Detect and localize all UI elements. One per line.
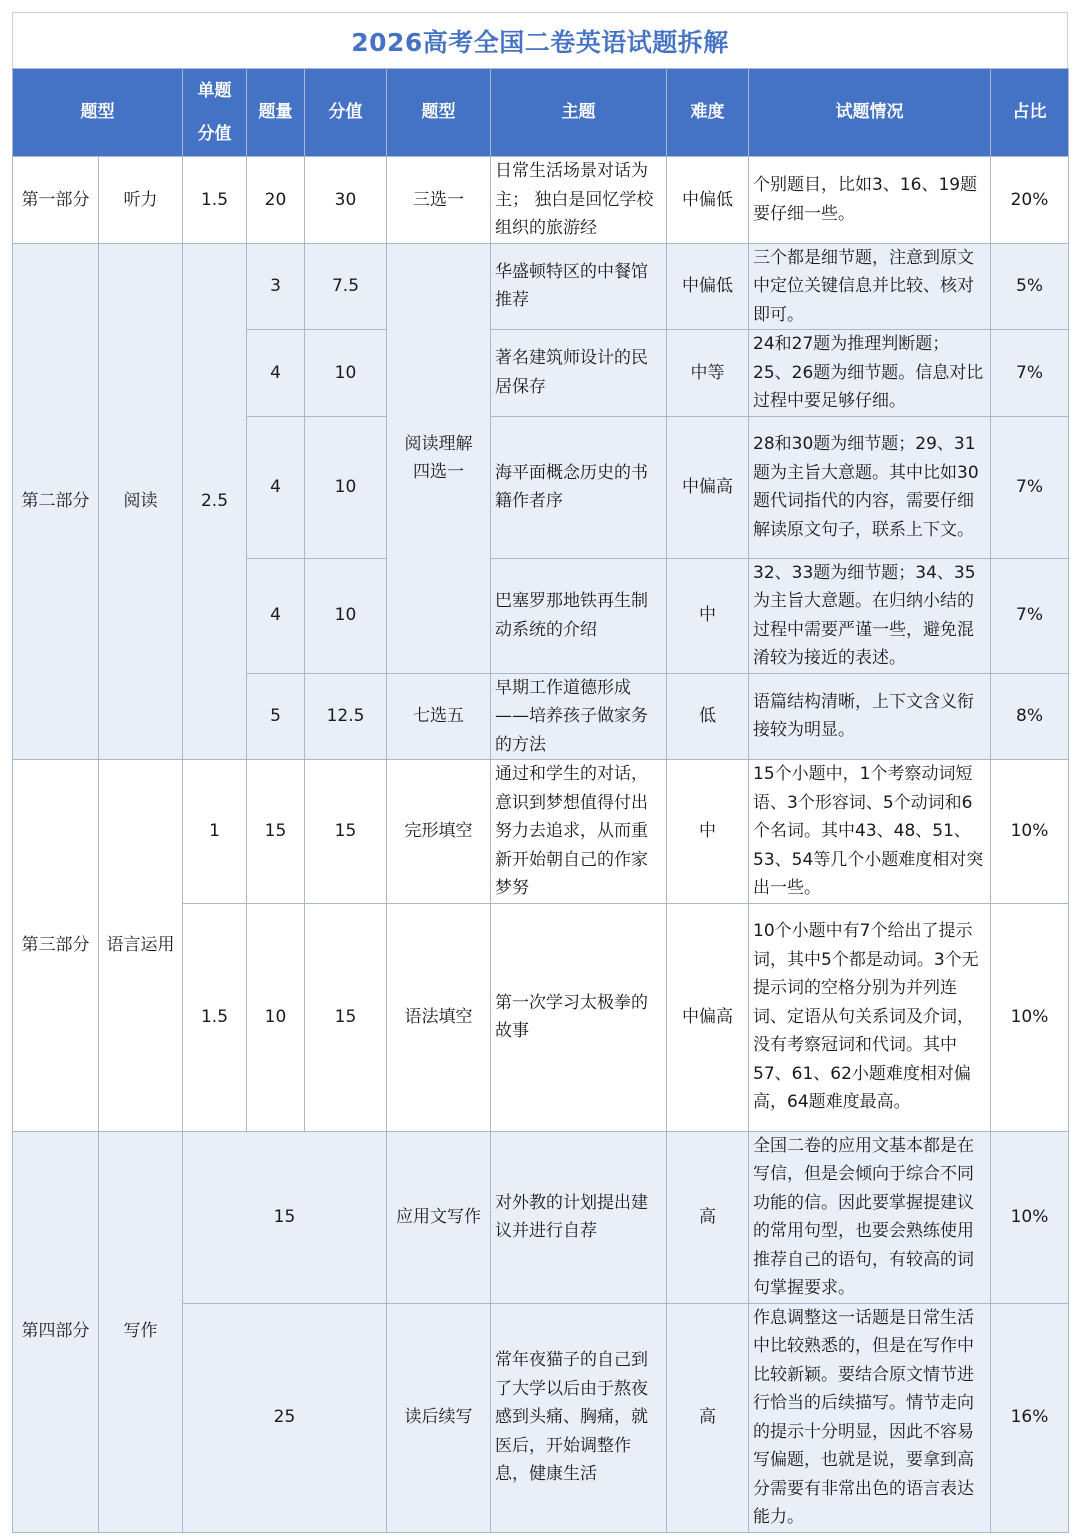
- topic-cell: 华盛顿特区的中餐馆推荐: [491, 243, 667, 330]
- title-bar: [12, 12, 1068, 68]
- score-cell: 25: [183, 1303, 387, 1532]
- score-cell: 15: [183, 1131, 387, 1303]
- topic-cell: 著名建筑师设计的民居保存: [491, 330, 667, 417]
- count-cell: 10: [247, 903, 305, 1131]
- section-cell: 语言运用: [99, 760, 183, 1132]
- difficulty-cell: 中偏高: [667, 416, 749, 558]
- single-score-cell: 1.5: [183, 903, 247, 1131]
- situation-cell: 10个小题中有7个给出了提示词，其中5个都是动词。3个无提示词的空格分别为并列连词、定语从句关系词及介词，没有考察冠词和代词。其中57、61、62小题难度相对偏高，64题难度最高。: [749, 903, 991, 1131]
- difficulty-cell: 中等: [667, 330, 749, 417]
- ratio-cell: 16%: [991, 1303, 1069, 1532]
- count-cell: 3: [247, 243, 305, 330]
- difficulty-cell: 中: [667, 760, 749, 904]
- header-difficulty: 难度: [667, 69, 749, 157]
- header-row: [13, 69, 1069, 157]
- table-row: [13, 243, 1069, 330]
- score-cell: 30: [305, 157, 387, 244]
- ratio-cell: 10%: [991, 903, 1069, 1131]
- section-cell: 写作: [99, 1131, 183, 1532]
- topic-cell: 通过和学生的对话，意识到梦想值得付出努力去追求，从而重新开始朝自己的作家梦努: [491, 760, 667, 904]
- difficulty-cell: 中偏低: [667, 157, 749, 244]
- score-cell: 10: [305, 330, 387, 417]
- situation-cell: 全国二卷的应用文基本都是在写信，但是会倾向于综合不同功能的信。因此要掌握提建议的常用句型，也要会熟练使用推荐自己的语句，有较高的词句掌握要求。: [749, 1131, 991, 1303]
- difficulty-cell: 高: [667, 1303, 749, 1532]
- situation-cell: 32、33题为细节题；34、35为主旨大意题。在归纳小结的过程中需要严谨一些，避免混淆较为接近的表述。: [749, 558, 991, 673]
- part-cell: 第一部分: [13, 157, 99, 244]
- table-row: [13, 1131, 1069, 1303]
- ratio-cell: 20%: [991, 157, 1069, 244]
- topic-cell: 日常生活场景对话为主； 独白是回忆学校组织的旅游经: [491, 157, 667, 244]
- single-score-cell: 1.5: [183, 157, 247, 244]
- exam-breakdown-table: [12, 68, 1069, 1533]
- score-cell: 15: [305, 903, 387, 1131]
- qtype-cell: 阅读理解 四选一: [387, 243, 491, 673]
- header-score: 分值: [305, 69, 387, 157]
- situation-cell: 语篇结构清晰，上下文含义衔接较为明显。: [749, 673, 991, 760]
- count-cell: 20: [247, 157, 305, 244]
- count-cell: 5: [247, 673, 305, 760]
- topic-cell: 海平面概念历史的书籍作者序: [491, 416, 667, 558]
- topic-cell: 巴塞罗那地铁再生制动系统的介绍: [491, 558, 667, 673]
- ratio-cell: 10%: [991, 760, 1069, 904]
- qtype-cell: 三选一: [387, 157, 491, 244]
- ratio-cell: 7%: [991, 416, 1069, 558]
- difficulty-cell: 低: [667, 673, 749, 760]
- part-cell: 第三部分: [13, 760, 99, 1132]
- ratio-cell: 10%: [991, 1131, 1069, 1303]
- single-score-cell: 2.5: [183, 243, 247, 760]
- single-score-cell: 1: [183, 760, 247, 904]
- topic-cell: 常年夜猫子的自己到了大学以后由于熬夜感到头痛、胸痛，就医后，开始调整作息，健康生活: [491, 1303, 667, 1532]
- difficulty-cell: 高: [667, 1131, 749, 1303]
- topic-cell: 第一次学习太极拳的故事: [491, 903, 667, 1131]
- situation-cell: 24和27题为推理判断题；25、26题为细节题。信息对比过程中要足够仔细。: [749, 330, 991, 417]
- qtype-cell: 读后续写: [387, 1303, 491, 1532]
- qtype-cell: 完形填空: [387, 760, 491, 904]
- ratio-cell: 5%: [991, 243, 1069, 330]
- difficulty-cell: 中: [667, 558, 749, 673]
- score-cell: 12.5: [305, 673, 387, 760]
- ratio-cell: 7%: [991, 558, 1069, 673]
- score-cell: 10: [305, 558, 387, 673]
- header-type: 题型: [13, 69, 183, 157]
- qtype-cell: 七选五: [387, 673, 491, 760]
- count-cell: 4: [247, 330, 305, 417]
- situation-cell: 15个小题中，1个考察动词短语、3个形容词、5个动词和6个名词。其中43、48、51、53、54等几个小题难度相对突出一些。: [749, 760, 991, 904]
- table-row: [13, 157, 1069, 244]
- count-cell: 4: [247, 416, 305, 558]
- table-row: [13, 760, 1069, 904]
- qtype-cell: 应用文写作: [387, 1131, 491, 1303]
- part-cell: 第二部分: [13, 243, 99, 760]
- score-cell: 15: [305, 760, 387, 904]
- difficulty-cell: 中偏高: [667, 903, 749, 1131]
- situation-cell: 作息调整这一话题是日常生活中比较熟悉的，但是在写作中比较新颖。要结合原文情节进行恰当的后续描写。情节走向的提示十分明显，因此不容易写偏题，也就是说，要拿到高分需要有非常出色的语言表达能力。: [749, 1303, 991, 1532]
- header-ratio: 占比: [991, 69, 1069, 157]
- page-title: 2026高考全国二卷英语试题拆解: [351, 27, 729, 57]
- topic-cell: 对外教的计划提出建议并进行自荐: [491, 1131, 667, 1303]
- situation-cell: 个别题目，比如3、16、19题要仔细一些。: [749, 157, 991, 244]
- part-cell: 第四部分: [13, 1131, 99, 1532]
- difficulty-cell: 中偏低: [667, 243, 749, 330]
- qtype-cell: 语法填空: [387, 903, 491, 1131]
- header-topic: 主题: [491, 69, 667, 157]
- ratio-cell: 7%: [991, 330, 1069, 417]
- score-cell: 10: [305, 416, 387, 558]
- header-count: 题量: [247, 69, 305, 157]
- section-cell: 听力: [99, 157, 183, 244]
- situation-cell: 28和30题为细节题；29、31题为主旨大意题。其中比如30题代词指代的内容，需要仔细解读原文句子，联系上下文。: [749, 416, 991, 558]
- count-cell: 4: [247, 558, 305, 673]
- header-question-type: 题型: [387, 69, 491, 157]
- ratio-cell: 8%: [991, 673, 1069, 760]
- topic-cell: 早期工作道德形成——培养孩子做家务的方法: [491, 673, 667, 760]
- header-situation: 试题情况: [749, 69, 991, 157]
- count-cell: 15: [247, 760, 305, 904]
- score-cell: 7.5: [305, 243, 387, 330]
- header-single-score: 单题 分值: [183, 69, 247, 157]
- situation-cell: 三个都是细节题，注意到原文中定位关键信息并比较、核对即可。: [749, 243, 991, 330]
- section-cell: 阅读: [99, 243, 183, 760]
